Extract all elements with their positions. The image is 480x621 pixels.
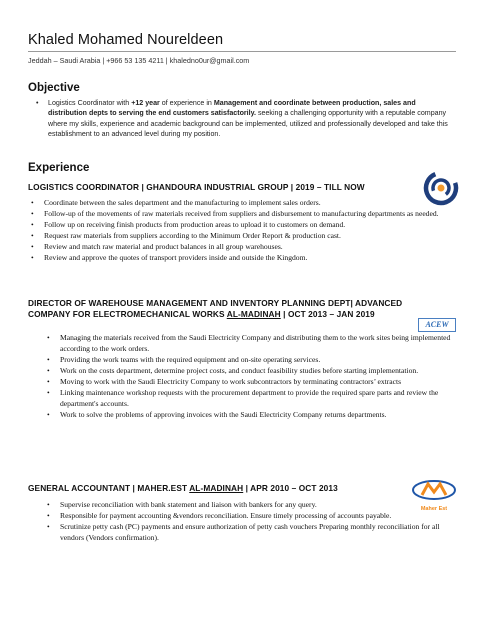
- list-item: • Supervise reconciliation with bank statement and liaison with bankers for any query.: [44, 499, 444, 510]
- contact-line: Jeddah – Saudi Arabia | +966 53 135 4211 | khaledno0ur@gmail.com: [28, 56, 250, 65]
- header-divider: [28, 51, 456, 52]
- list-item: • Responsible for payment accounting &vendors reconciliation. Ensure timely processing of accounts payable.: [44, 510, 444, 521]
- job-1-bullets: [28, 197, 448, 263]
- list-item: • Work on the costs department, determine project costs, and conduct feasibility studies before starting implementation.: [44, 365, 454, 376]
- list-item: • Managing the materials received from the Saudi Electricity Company and distributing them to the work sites being implemented according to the work orders.: [44, 332, 454, 354]
- list-item: • Providing the work teams with the required equipment and on-site operating services.: [44, 354, 454, 365]
- objective-heading: Objective: [28, 82, 80, 94]
- maher-logo-text: Maher Est: [420, 506, 448, 512]
- list-item: • Follow up on receiving finish products from production areas to upload it to customers on demand.: [28, 219, 448, 230]
- list-item: • Moving to work with the Saudi Electricity Company to work subcontractors by terminating contractors’ extracts: [44, 376, 454, 387]
- job-title-warehouse-director: DIRECTOR OF WAREHOUSE MANAGEMENT AND INVENTORY PLANNING DEPT| ADVANCED COMPANY FOR ELECTROMECHANICAL WORKS AL-MADINAH | OCT 2013 – JAN 2019: [28, 298, 403, 319]
- job-title-general-accountant: GENERAL ACCOUNTANT | MAHER.EST AL-MADINAH | APR 2010 – OCT 2013: [28, 483, 338, 493]
- list-item: • Scrutinize petty cash (PC) payments and ensure authorization of petty cash vouchers Preparing monthly reconciliation for all vendors (Vendors confirmation).: [44, 521, 444, 543]
- maher-logo-icon: [410, 478, 458, 500]
- list-item: • Linking maintenance workshop requests with the procurement department to provide the required spare parts and review the department's accounts.: [44, 387, 454, 409]
- experience-heading: Experience: [28, 162, 90, 174]
- list-item: • Review and approve the quotes of transport providers inside and outside the Kingdom.: [28, 252, 448, 263]
- list-item: • Follow-up of the movements of raw materials received from suppliers and disbursement to manufacturing departments as needed.: [28, 208, 448, 219]
- job-2-bullets: [44, 332, 454, 420]
- list-item: • Coordinate between the sales department and the manufacturing to implement sales orders.: [28, 197, 448, 208]
- objective-paragraph: • Logistics Coordinator with +12 year of experience in Management and coordinate between production, sales and distribution depts to serving the end customers satisfactorily. seeking a challenging opportunity with a reputable company where my skills, experience and academic background can be implemented, utilized and professionally developed and take this establishment to an advanced level during my position.: [36, 99, 448, 139]
- job-title-logistics-coordinator: LOGISTICS COORDINATOR | GHANDOURA INDUSTRIAL GROUP | 2019 – TILL NOW: [28, 182, 365, 192]
- candidate-name: Khaled Mohamed Noureldeen: [28, 32, 224, 48]
- list-item: • Request raw materials from suppliers according to the Minimum Order Report & production cast.: [28, 230, 448, 241]
- list-item: • Review and match raw material and product balances in all group warehouses.: [28, 241, 448, 252]
- job-3-bullets: [44, 499, 444, 543]
- list-item: • Work to solve the problems of approving invoices with the Saudi Electricity Company returns departments.: [44, 409, 454, 420]
- acew-logo: ACEW: [418, 318, 456, 332]
